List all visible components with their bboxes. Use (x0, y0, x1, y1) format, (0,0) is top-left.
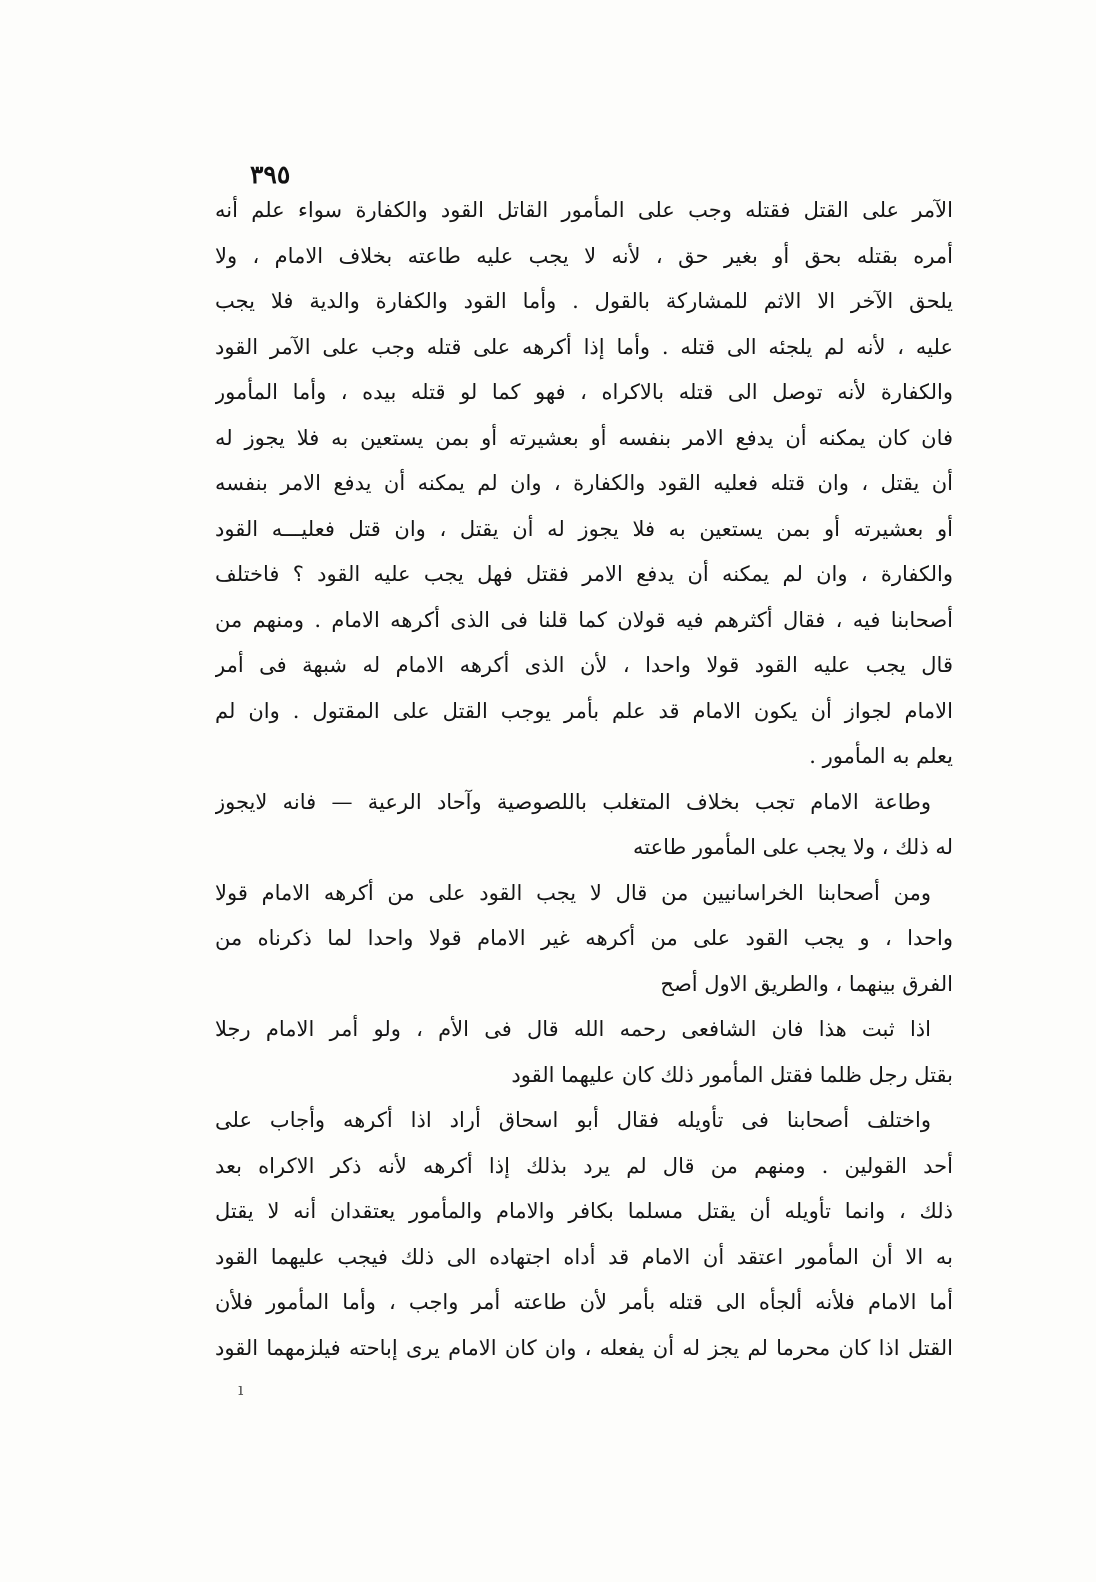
text-line: أصحابنا فيه ، فقال أكثرهم فيه قولان كما قلنا فى الذى أكرهه الامام . ومنهم من (215, 607, 953, 632)
text-line: عليه ، لأنه لم يلجئه الى قتله . وأما إذا أكرهه على قتله وجب على الآمر القود (215, 334, 953, 359)
paragraph-end-line: بقتل رجل ظلما فقتل المأمور ذلك كان عليهما القود (511, 1062, 953, 1087)
text-line: أمره بقتله بحق أو بغير حق ، لأنه لا يجب عليه طاعته بخلاف الامام ، ولا (215, 243, 953, 268)
footer-mark: ı (238, 1380, 244, 1400)
text-line: والكفارة لأنه توصل الى قتله بالاكراه ، فهو كما لو قتله بيده ، وأما المأمور (215, 380, 953, 404)
text-line: به الا أن المأمور اعتقد أن الامام قد أداه اجتهاده الى ذلك فيجب عليهما القود (215, 1244, 953, 1269)
text-line: الآمر على القتل فقتله وجب على المأمور القاتل القود والكفارة سواء علم أنه (215, 198, 953, 222)
paragraph-start-line: ومن أصحابنا الخراسانيين من قال لا يجب القود على من أكرهه الامام قولا (215, 880, 931, 905)
text-line: أما الامام فلأنه ألجأه الى قتله بأمر لأن طاعته أمر واجب ، وأما المأمور فلأن (215, 1290, 953, 1314)
text-line: قال يجب عليه القود قولا واحدا ، لأن الذى أكرهه الامام له شبهة فى أمر (215, 653, 953, 677)
text-line: فان كان يمكنه أن يدفع الامر بنفسه أو بعشيرته أو بمن يستعين به فلا يجوز له (215, 425, 953, 450)
paragraph-start-line: اذا ثبت هذا فان الشافعى رحمه الله قال فى الأم ، ولو أمر الامام رجلا (215, 1017, 931, 1041)
text-line: والكفارة ، وان لم يمكنه أن يدفع الامر فقتل فهل يجب عليه القود ؟ فاختلف (215, 562, 953, 586)
body-text (215, 188, 953, 1371)
paragraph-start-line: وطاعة الامام تجب بخلاف المتغلب باللصوصية وآحاد الرعية — فانه لايجوز (215, 789, 931, 814)
paragraph-start-line: واختلف أصحابنا فى تأويله فقال أبو اسحاق أراد اذا أكرهه وأجاب على (215, 1108, 931, 1132)
paragraph-end-line: له ذلك ، ولا يجب على المأمور طاعته (633, 835, 953, 859)
text-line: أن يقتل ، وان قتله فعليه القود والكفارة ، وان لم يمكنه أن يدفع الامر بنفسه (215, 471, 953, 495)
text-line: واحدا ، و يجب القود على من أكرهه غير الامام قولا واحدا لما ذكرناه من (215, 926, 953, 950)
text-line: ذلك ، وانما تأويله أن يقتل مسلما بكافر والامام والمأمور يعتقدان أنه لا يقتل (215, 1199, 953, 1223)
paragraph-end-line: الفرق بينهما ، والطريق الاول أصح (660, 971, 953, 996)
text-line: الامام لجواز أن يكون الامام قد علم بأمر يوجب القتل على المقتول . وان لم (215, 698, 953, 723)
page-number: ٣٩٥ (250, 160, 291, 189)
text-line: أو بعشيرته أو بمن يستعين به فلا يجوز له أن يقتل ، وان قتل فعليـــه القود (215, 516, 953, 541)
text-line: يلحق الآخر الا الاثم للمشاركة بالقول . وأما القود والكفارة والدية فلا يجب (215, 289, 953, 313)
paragraph-end-line: يعلم به المأمور . (809, 744, 953, 768)
text-line: القتل اذا كان محرما لم يجز له أن يفعله ، وان كان الامام يرى إباحته فيلزمهما القود (215, 1335, 953, 1360)
text-line: أحد القولين . ومنهم من قال لم يرد بذلك إذا أكرهه لأنه ذكر الاكراه بعد (215, 1153, 953, 1178)
